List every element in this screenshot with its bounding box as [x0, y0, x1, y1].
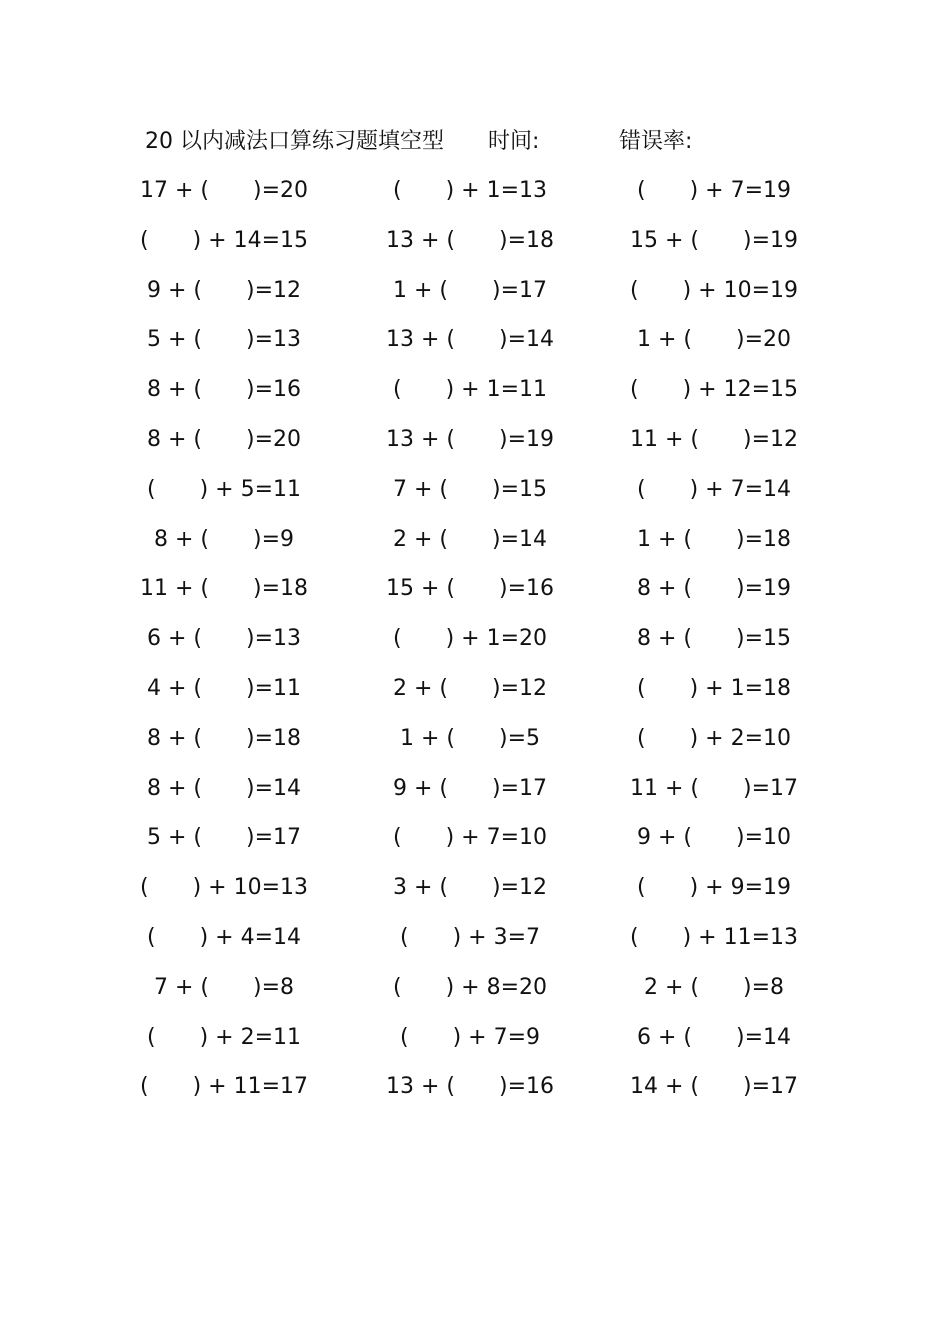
problem-item: 15 + ( )=19 — [629, 227, 798, 253]
problem-row — [0, 863, 950, 913]
problem-item: 7 + ( )=8 — [153, 974, 294, 1000]
time-label: 时间: — [488, 129, 540, 154]
problem-item: 13 + ( )=14 — [385, 327, 554, 353]
problem-item: ( ) + 12=15 — [629, 377, 798, 403]
problem-item: 1 + ( )=17 — [392, 277, 547, 303]
problem-row — [0, 963, 950, 1013]
problem-item: 15 + ( )=16 — [385, 576, 554, 602]
problem-item: ( ) + 1=11 — [392, 377, 547, 403]
problem-item: ( ) + 7=14 — [636, 476, 791, 502]
problem-item: ( ) + 1=13 — [392, 178, 547, 203]
problem-item: ( ) + 7=19 — [636, 178, 791, 203]
problem-item: 13 + ( )=18 — [385, 227, 554, 253]
problem-row — [0, 315, 950, 365]
problem-item: ( ) + 2=11 — [146, 1024, 301, 1050]
problem-row — [0, 266, 950, 316]
problem-item: 11 + ( )=17 — [629, 775, 798, 801]
problem-item: ( ) + 2=10 — [636, 725, 791, 751]
problem-item: ( ) + 11=17 — [139, 1074, 308, 1100]
problem-item: 9 + ( )=10 — [636, 825, 791, 851]
problem-item: 7 + ( )=15 — [392, 476, 547, 502]
problem-item: 8 + ( )=14 — [146, 775, 301, 801]
problem-item: 8 + ( )=20 — [146, 426, 301, 452]
problem-item: 13 + ( )=19 — [385, 426, 554, 452]
problem-item: 2 + ( )=14 — [392, 526, 547, 552]
error-rate-label: 错误率: — [619, 129, 693, 154]
problem-item: ( ) + 10=19 — [629, 277, 798, 303]
problem-item: 9 + ( )=17 — [392, 775, 547, 801]
problem-item: 1 + ( )=20 — [636, 327, 791, 353]
problem-item: ( ) + 10=13 — [139, 875, 308, 901]
problem-item: ( ) + 8=20 — [392, 974, 547, 1000]
problem-item: 1 + ( )=18 — [636, 526, 791, 552]
problem-item: ( ) + 3=7 — [399, 924, 540, 950]
problem-item: 5 + ( )=13 — [146, 327, 301, 353]
problem-row — [0, 515, 950, 565]
problem-item: 6 + ( )=14 — [636, 1024, 791, 1050]
problem-item: 2 + ( )=8 — [643, 974, 784, 1000]
problem-row — [0, 415, 950, 465]
problem-item: 8 + ( )=16 — [146, 377, 301, 403]
problem-item: 8 + ( )=18 — [146, 725, 301, 751]
problem-item: ( ) + 14=15 — [139, 227, 308, 253]
problem-row — [0, 913, 950, 963]
problem-row — [0, 813, 950, 863]
problem-item: ( ) + 7=10 — [392, 825, 547, 851]
problem-item: 5 + ( )=17 — [146, 825, 301, 851]
problem-item: 2 + ( )=12 — [392, 675, 547, 701]
problem-item: ( ) + 9=19 — [636, 875, 791, 901]
problem-item: 8 + ( )=19 — [636, 576, 791, 602]
problem-item: ( ) + 1=18 — [636, 675, 791, 701]
problem-row — [0, 564, 950, 614]
problem-row — [0, 216, 950, 266]
problem-row — [0, 614, 950, 664]
problem-item: 1 + ( )=5 — [399, 725, 540, 751]
problem-item: 11 + ( )=12 — [629, 426, 798, 452]
problem-item: 17 + ( )=20 — [139, 178, 308, 203]
problem-item: 9 + ( )=12 — [146, 277, 301, 303]
problem-item: ( ) + 5=11 — [146, 476, 301, 502]
problem-row — [0, 764, 950, 814]
problem-item: 8 + ( )=9 — [153, 526, 294, 552]
problem-item: 11 + ( )=18 — [139, 576, 308, 602]
problem-item: ( ) + 11=13 — [629, 924, 798, 950]
problem-item: 14 + ( )=17 — [629, 1074, 798, 1100]
problem-row — [0, 166, 950, 216]
problem-row — [0, 465, 950, 515]
problem-item: ( ) + 1=20 — [392, 626, 547, 652]
problem-row — [0, 365, 950, 415]
problem-item: ( ) + 4=14 — [146, 924, 301, 950]
problem-row — [0, 1062, 950, 1112]
worksheet-title: 20 以内减法口算练习题填空型 — [145, 129, 444, 154]
problem-item: 6 + ( )=13 — [146, 626, 301, 652]
problem-item: 13 + ( )=16 — [385, 1074, 554, 1100]
problem-item: ( ) + 7=9 — [399, 1024, 540, 1050]
problem-item: 3 + ( )=12 — [392, 875, 547, 901]
problem-row — [0, 664, 950, 714]
problem-row — [0, 1013, 950, 1063]
problem-row — [0, 714, 950, 764]
problem-item: 8 + ( )=15 — [636, 626, 791, 652]
problem-item: 4 + ( )=11 — [146, 675, 301, 701]
problem-grid — [0, 166, 950, 1112]
